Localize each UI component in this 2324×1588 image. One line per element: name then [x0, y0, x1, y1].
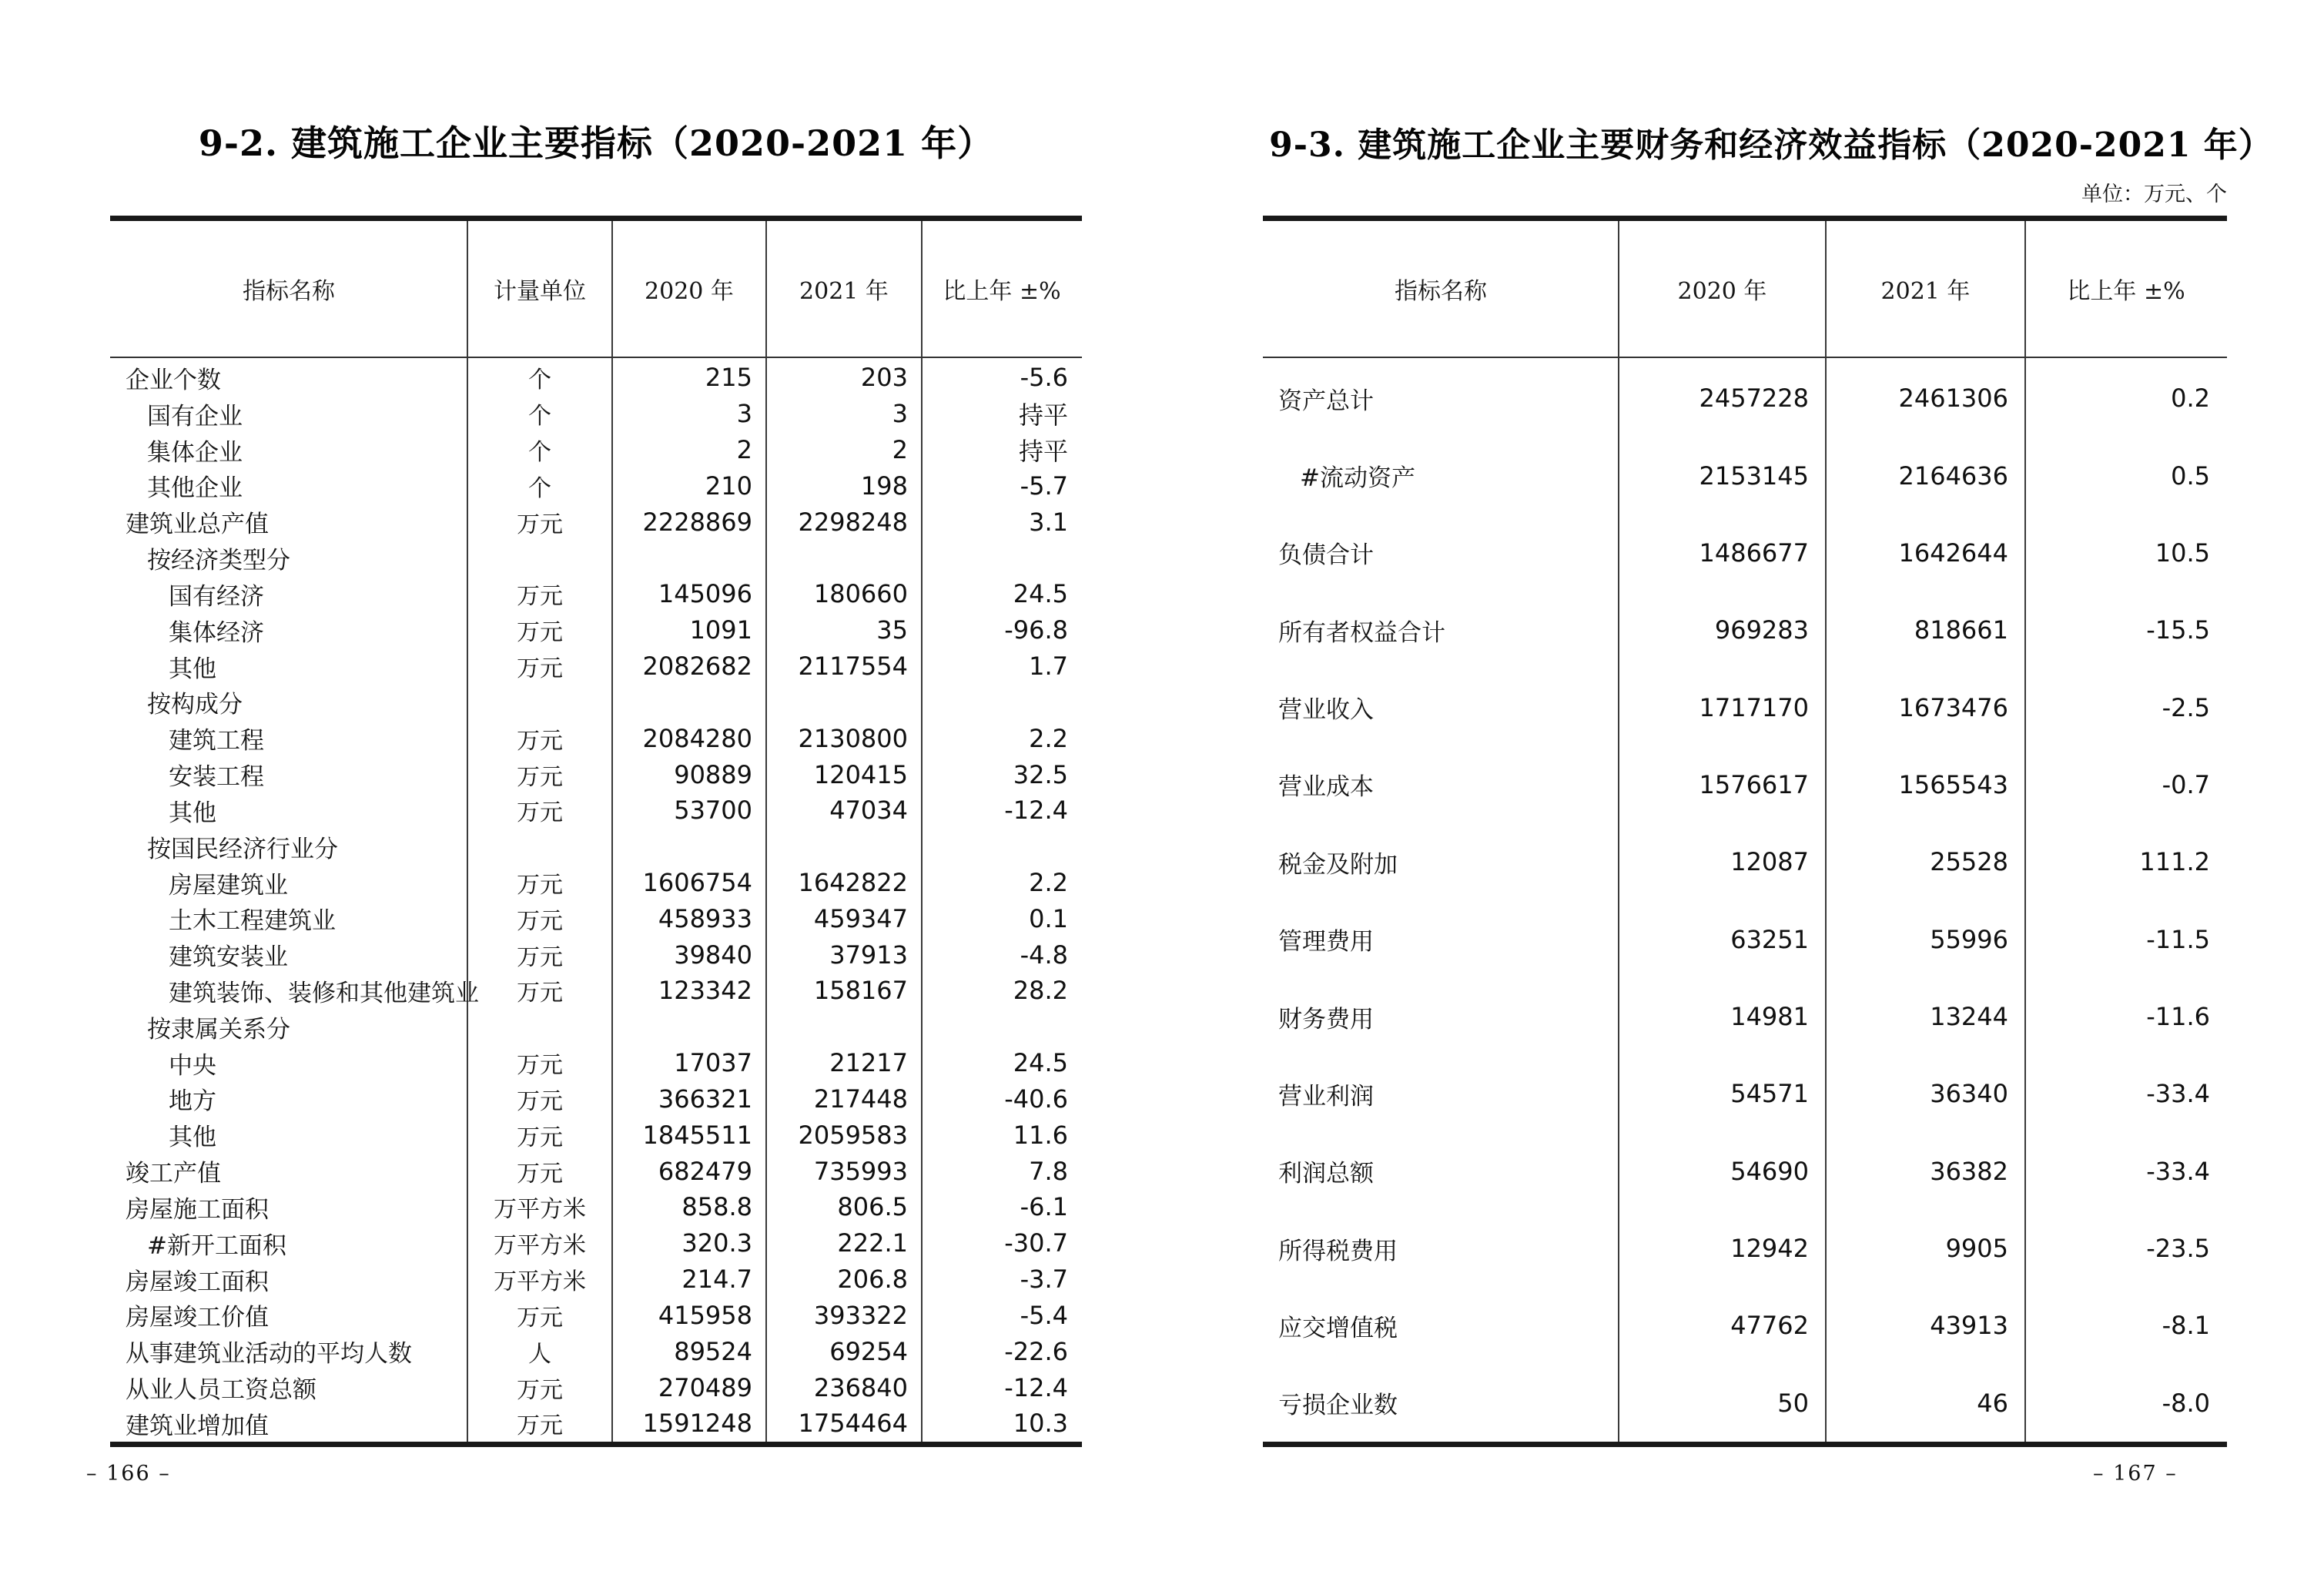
indicator-name-cell: 房屋建筑业 [169, 871, 288, 900]
value-change-cell: -96.8 [1004, 615, 1068, 645]
value-2021-cell: 158167 [813, 976, 908, 1006]
unit-cell: 万元 [517, 583, 563, 611]
value-change-cell: 111.2 [2139, 847, 2210, 877]
indicator-name-cell: 建筑业增加值 [126, 1412, 269, 1440]
table-row [110, 1298, 1082, 1334]
value-2020-cell: 17037 [674, 1048, 752, 1078]
table-row [110, 467, 1082, 504]
indicator-name-cell: 竣工产值 [126, 1160, 221, 1188]
value-change-cell: -11.5 [2146, 924, 2210, 954]
value-2020-cell: 2228869 [642, 507, 752, 537]
value-2021-cell: 47034 [829, 796, 908, 826]
value-2021-cell: 120415 [813, 759, 908, 789]
table-row [110, 360, 1082, 396]
value-2020-cell: 1717170 [1699, 692, 1809, 722]
value-change-cell: -12.4 [1004, 796, 1068, 826]
value-2020-cell: 969283 [1714, 615, 1809, 645]
indicator-name-cell: 按隶属关系分 [147, 1015, 290, 1044]
value-2021-cell: 2 [892, 435, 908, 465]
value-change-cell: -5.4 [1020, 1300, 1068, 1330]
table-row [110, 1153, 1082, 1189]
indicator-name-cell: 按构成分 [147, 691, 243, 719]
value-change-cell: 32.5 [1013, 759, 1068, 789]
value-2021-cell: 37913 [829, 940, 908, 970]
unit-cell: 万元 [517, 1160, 563, 1188]
indicator-name-cell: 财务费用 [1278, 1005, 1374, 1034]
value-2020-cell: 270489 [658, 1372, 752, 1402]
indicator-name-cell: 建筑工程 [169, 727, 264, 755]
indicator-name-cell: 国有经济 [169, 582, 264, 611]
value-2021-cell: 36382 [1930, 1156, 2008, 1186]
value-2020-cell: 1845511 [642, 1120, 752, 1150]
value-2020-cell: 54690 [1730, 1156, 1809, 1186]
value-2021-cell: 2117554 [798, 652, 908, 682]
indicator-name-cell: 房屋施工面积 [126, 1195, 269, 1224]
value-2021-cell: 198 [860, 471, 908, 501]
indicator-name-cell: 安装工程 [169, 763, 264, 792]
table-row [110, 1261, 1082, 1298]
table-row [110, 973, 1082, 1009]
table-row [110, 1045, 1082, 1081]
header-2021: 2021 年 [799, 278, 889, 305]
unit-cell: 万元 [517, 619, 563, 647]
value-2021-cell: 393322 [813, 1300, 908, 1330]
table-row [1263, 591, 2227, 668]
indicator-name-cell: 土木工程建筑业 [169, 907, 336, 936]
value-change-cell: -15.5 [2146, 615, 2210, 645]
value-2021-cell: 3 [892, 399, 908, 429]
table-row [110, 1333, 1082, 1369]
header-unit: 计量单位 [494, 278, 586, 305]
unit-cell: 万元 [517, 1124, 563, 1151]
header-change: 比上年 ±% [943, 278, 1061, 305]
value-change-cell: -33.4 [2146, 1156, 2210, 1186]
value-2020-cell: 39840 [674, 940, 752, 970]
value-change-cell: -0.7 [2162, 769, 2210, 799]
value-2020-cell: 145096 [658, 579, 752, 609]
indicator-name-cell: 中央 [169, 1051, 216, 1080]
unit-cell: 万平方米 [494, 1232, 586, 1260]
value-2020-cell: 3 [736, 399, 752, 429]
table-row [110, 540, 1082, 576]
indicator-name-cell: 国有企业 [147, 402, 243, 431]
value-change-cell: 24.5 [1013, 1048, 1068, 1078]
table-row [1263, 1210, 2227, 1287]
value-change-cell: 0.1 [1029, 903, 1068, 933]
right-table [1263, 216, 2227, 1447]
value-2021-cell: 2461306 [1898, 384, 2008, 414]
value-change-cell: 11.6 [1013, 1120, 1068, 1150]
value-change-cell: -4.8 [1020, 940, 1068, 970]
value-change-cell: 持平 [1018, 400, 1068, 431]
value-2021-cell: 735993 [813, 1156, 908, 1186]
indicator-name-cell: 其他 [169, 655, 216, 683]
value-2021-cell: 1754464 [798, 1409, 908, 1439]
table-row [1263, 901, 2227, 978]
table-row [1263, 437, 2227, 514]
unit-cell: 万元 [517, 763, 563, 791]
value-2020-cell: 63251 [1730, 924, 1809, 954]
value-2021-cell: 1642644 [1898, 538, 2008, 568]
value-2020-cell: 2084280 [642, 723, 752, 753]
value-2020-cell: 214.7 [681, 1265, 752, 1295]
left-table-header [110, 221, 1082, 358]
value-change-cell: -33.4 [2146, 1079, 2210, 1109]
table-row [110, 396, 1082, 432]
value-2020-cell: 47762 [1730, 1311, 1809, 1341]
unit-cell: 万元 [517, 1304, 563, 1332]
value-change-cell: 1.7 [1029, 652, 1068, 682]
unit-cell: 人 [528, 1340, 551, 1368]
table-row [1263, 1287, 2227, 1364]
value-2021-cell: 180660 [813, 579, 908, 609]
value-2020-cell: 14981 [1730, 1002, 1809, 1032]
value-change-cell: 10.5 [2155, 538, 2210, 568]
table-row [110, 1081, 1082, 1117]
table-row [110, 1189, 1082, 1225]
indicator-name-cell: 所得税费用 [1278, 1237, 1398, 1265]
value-2020-cell: 682479 [658, 1156, 752, 1186]
value-change-cell: -6.1 [1020, 1192, 1068, 1222]
table-row [110, 865, 1082, 901]
unit-cell: 万元 [517, 872, 563, 899]
table-row [110, 1117, 1082, 1153]
unit-cell: 万元 [517, 1087, 563, 1115]
value-change-cell: 28.2 [1013, 976, 1068, 1006]
value-change-cell: -40.6 [1004, 1084, 1068, 1114]
unit-cell: 个 [528, 439, 551, 467]
value-change-cell: -8.0 [2162, 1388, 2210, 1418]
indicator-name-cell: 建筑业总产值 [126, 511, 269, 539]
value-2021-cell: 46 [1977, 1388, 2008, 1418]
indicator-name-cell: 其他 [169, 799, 216, 827]
value-2020-cell: 215 [705, 363, 752, 393]
indicator-name-cell: 建筑安装业 [169, 943, 288, 972]
value-2020-cell: 458933 [658, 903, 752, 933]
header-change: 比上年 ±% [2067, 278, 2185, 305]
value-2020-cell: 50 [1777, 1388, 1809, 1418]
table-row [110, 936, 1082, 973]
value-2020-cell: 1591248 [642, 1409, 752, 1439]
indicator-name-cell: 企业个数 [126, 366, 221, 394]
unit-cell: 个 [528, 403, 551, 431]
value-2020-cell: 2153145 [1699, 461, 1809, 491]
value-change-cell: 持平 [1018, 437, 1068, 467]
table-row [110, 684, 1082, 720]
header-indicator-name: 指标名称 [1395, 278, 1487, 305]
header-2020: 2020 年 [1677, 278, 1767, 305]
table-row [1263, 1133, 2227, 1210]
indicator-name-cell: 从事建筑业活动的平均人数 [126, 1340, 412, 1369]
left-table-title: 9-2. 建筑施工企业主要指标（2020-2021 年） [198, 122, 994, 164]
table-row [1263, 1365, 2227, 1442]
indicator-name-cell: 管理费用 [1278, 928, 1374, 956]
value-2021-cell: 2059583 [798, 1120, 908, 1150]
indicator-name-cell: 其他 [169, 1124, 216, 1152]
value-change-cell: -11.6 [2146, 1002, 2210, 1032]
table-row [1263, 1055, 2227, 1132]
indicator-name-cell: 亏损企业数 [1278, 1392, 1398, 1420]
indicator-name-cell: 地方 [169, 1087, 216, 1116]
indicator-name-cell: 按国民经济行业分 [147, 835, 338, 863]
indicator-name-cell: 营业收入 [1278, 696, 1374, 725]
indicator-name-cell: #新开工面积 [147, 1231, 286, 1260]
value-2021-cell: 2164636 [1898, 461, 2008, 491]
unit-cell: 万元 [517, 511, 563, 538]
value-change-cell: -12.4 [1004, 1372, 1068, 1402]
table-row [110, 432, 1082, 468]
table-row [1263, 668, 2227, 745]
value-change-cell: -5.6 [1020, 363, 1068, 393]
indicator-name-cell: 房屋竣工面积 [126, 1268, 269, 1296]
value-2021-cell: 217448 [813, 1084, 908, 1114]
value-change-cell: 2.2 [1029, 723, 1068, 753]
table-row [110, 1225, 1082, 1261]
value-change-cell: 10.3 [1013, 1409, 1068, 1439]
unit-cell: 万元 [517, 655, 563, 683]
value-2020-cell: 1606754 [642, 868, 752, 897]
indicator-name-cell: 集体经济 [169, 618, 264, 647]
value-2020-cell: 89524 [674, 1336, 752, 1366]
table-row [110, 756, 1082, 792]
unit-note: 单位：万元、个 [2081, 183, 2227, 206]
value-2021-cell: 25528 [1930, 847, 2008, 877]
page-number-left: – 166 – [86, 1462, 171, 1486]
unit-cell: 万元 [517, 907, 563, 935]
unit-cell: 万平方米 [494, 1268, 586, 1296]
indicator-name-cell: 从业人员工资总额 [126, 1376, 316, 1405]
value-2020-cell: 1576617 [1699, 769, 1809, 799]
value-change-cell: 0.2 [2171, 384, 2210, 414]
value-2021-cell: 1642822 [798, 868, 908, 897]
left-table [110, 216, 1082, 1447]
value-2020-cell: 12942 [1730, 1234, 1809, 1264]
value-2020-cell: 90889 [674, 759, 752, 789]
unit-cell: 万元 [517, 1376, 563, 1404]
indicator-name-cell: 营业成本 [1278, 773, 1374, 802]
value-2021-cell: 21217 [829, 1048, 908, 1078]
value-2020-cell: 123342 [658, 976, 752, 1006]
right-table-body [1263, 360, 2227, 1442]
indicator-name-cell: 所有者权益合计 [1278, 618, 1445, 647]
value-2020-cell: 320.3 [681, 1228, 752, 1258]
table-row [110, 792, 1082, 829]
table-row [110, 1405, 1082, 1442]
value-2021-cell: 43913 [1930, 1311, 2008, 1341]
value-change-cell: -8.1 [2162, 1311, 2210, 1341]
table-row [1263, 360, 2227, 437]
unit-cell: 万元 [517, 1052, 563, 1080]
value-2021-cell: 206.8 [837, 1265, 908, 1295]
value-change-cell: -22.6 [1004, 1336, 1068, 1366]
indicator-name-cell: 其他企业 [147, 474, 243, 503]
value-2021-cell: 236840 [813, 1372, 908, 1402]
header-indicator-name: 指标名称 [243, 278, 335, 305]
value-2020-cell: 210 [705, 471, 752, 501]
unit-cell: 个 [528, 367, 551, 394]
indicator-name-cell: #流动资产 [1300, 464, 1415, 493]
value-2021-cell: 806.5 [837, 1192, 908, 1222]
value-2021-cell: 69254 [829, 1336, 908, 1366]
header-2021: 2021 年 [1880, 278, 1971, 305]
value-2021-cell: 1565543 [1898, 769, 2008, 799]
value-change-cell: 7.8 [1029, 1156, 1068, 1186]
table-row [110, 648, 1082, 685]
unit-cell: 个 [528, 474, 551, 502]
unit-cell: 万元 [517, 1412, 563, 1440]
header-2020: 2020 年 [645, 278, 734, 305]
table-row [110, 829, 1082, 865]
value-2020-cell: 366321 [658, 1084, 752, 1114]
value-2020-cell: 2082682 [642, 652, 752, 682]
value-change-cell: -3.7 [1020, 1265, 1068, 1295]
value-change-cell: 0.5 [2171, 461, 2210, 491]
value-2020-cell: 1091 [689, 615, 752, 645]
value-change-cell: -2.5 [2162, 692, 2210, 722]
indicator-name-cell: 税金及附加 [1278, 850, 1398, 879]
indicator-name-cell: 负债合计 [1278, 541, 1374, 570]
value-2021-cell: 13244 [1930, 1002, 2008, 1032]
value-2021-cell: 2130800 [798, 723, 908, 753]
indicator-name-cell: 营业利润 [1278, 1082, 1374, 1111]
value-2021-cell: 818661 [1914, 615, 2008, 645]
value-2021-cell: 35 [876, 615, 908, 645]
table-row [110, 576, 1082, 612]
unit-cell: 万平方米 [494, 1196, 586, 1224]
value-2020-cell: 2 [736, 435, 752, 465]
value-2021-cell: 36340 [1930, 1079, 2008, 1109]
table-row [110, 720, 1082, 756]
value-2020-cell: 1486677 [1699, 538, 1809, 568]
table-row [110, 1009, 1082, 1045]
value-2021-cell: 222.1 [837, 1228, 908, 1258]
value-2021-cell: 9905 [1945, 1234, 2008, 1264]
table-row [1263, 514, 2227, 591]
indicator-name-cell: 房屋竣工价值 [126, 1304, 269, 1332]
value-change-cell: -23.5 [2146, 1234, 2210, 1264]
value-2021-cell: 2298248 [798, 507, 908, 537]
indicator-name-cell: 集体企业 [147, 438, 243, 467]
table-row [110, 612, 1082, 648]
right-table-header [1263, 221, 2227, 358]
value-change-cell: 3.1 [1029, 507, 1068, 537]
value-change-cell: 2.2 [1029, 868, 1068, 897]
unit-cell: 万元 [517, 943, 563, 971]
value-2020-cell: 2457228 [1699, 384, 1809, 414]
value-change-cell: -30.7 [1004, 1228, 1068, 1258]
table-row [110, 900, 1082, 936]
value-change-cell: 24.5 [1013, 579, 1068, 609]
indicator-name-cell: 应交增值税 [1278, 1314, 1398, 1342]
unit-cell: 万元 [517, 727, 563, 755]
left-table-body [110, 360, 1082, 1442]
page-number-right: – 167 – [2093, 1462, 2178, 1486]
unit-cell: 万元 [517, 799, 563, 827]
value-2021-cell: 55996 [1930, 924, 2008, 954]
value-change-cell: -5.7 [1020, 471, 1068, 501]
unit-cell: 万元 [517, 980, 563, 1007]
value-2020-cell: 54571 [1730, 1079, 1809, 1109]
right-table-title: 9-3. 建筑施工企业主要财务和经济效益指标（2020-2021 年） [1269, 126, 2273, 165]
indicator-name-cell: 按经济类型分 [147, 547, 290, 575]
value-2020-cell: 415958 [658, 1300, 752, 1330]
value-2020-cell: 53700 [674, 796, 752, 826]
value-2021-cell: 459347 [813, 903, 908, 933]
value-2021-cell: 203 [860, 363, 908, 393]
indicator-name-cell: 利润总额 [1278, 1160, 1374, 1188]
value-2020-cell: 858.8 [681, 1192, 752, 1222]
table-row [110, 1369, 1082, 1405]
value-2021-cell: 1673476 [1898, 692, 2008, 722]
table-row [110, 504, 1082, 540]
table-row [1263, 978, 2227, 1055]
indicator-name-cell: 资产总计 [1278, 387, 1374, 415]
value-2020-cell: 12087 [1730, 847, 1809, 877]
indicator-name-cell: 建筑装饰、装修和其他建筑业 [169, 979, 479, 1007]
table-row [1263, 746, 2227, 823]
table-row [1263, 823, 2227, 900]
